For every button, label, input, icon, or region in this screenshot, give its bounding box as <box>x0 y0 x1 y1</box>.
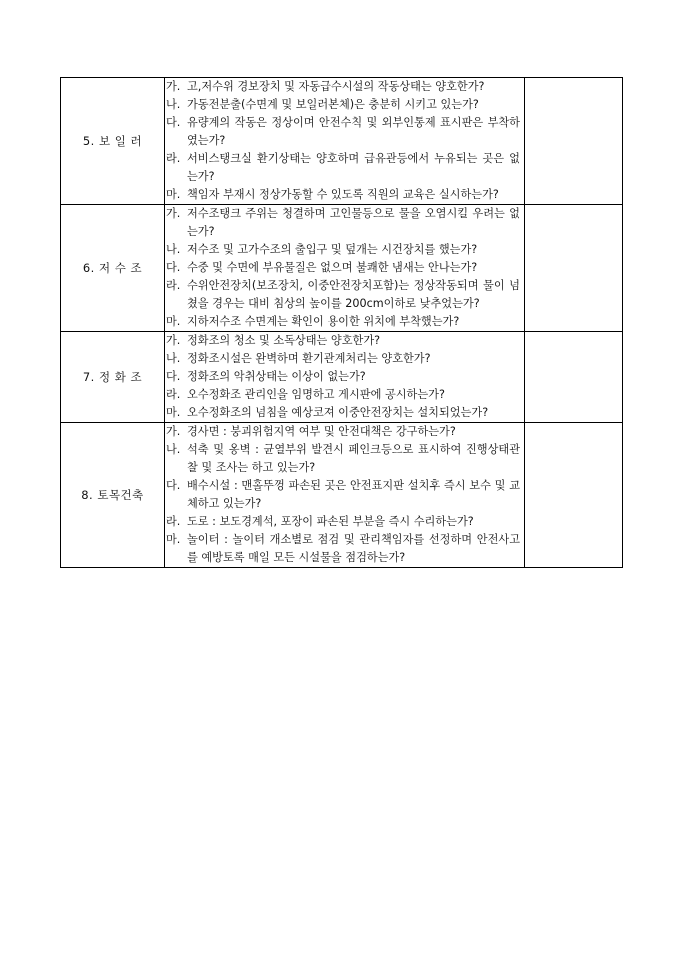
checklist-item <box>165 386 524 404</box>
item-marker: 마. <box>166 315 181 328</box>
item-marker: 다. <box>166 479 181 492</box>
item-text: 도로 : 보도경계석, 포장이 파손된 부분을 즉시 수리하는가? <box>187 515 474 528</box>
checklist-item <box>165 259 524 277</box>
checklist-item <box>165 186 524 204</box>
item-marker: 다. <box>166 261 181 274</box>
item-text: 지하저수조 수면계는 확인이 용이한 위치에 부착했는가? <box>187 315 460 328</box>
item-marker: 나. <box>166 243 181 256</box>
inspection-checklist-table <box>60 77 623 568</box>
item-marker: 나. <box>166 352 181 365</box>
item-text: 석축 및 옹벽 : 균열부위 발견시 페인크등으로 표시하여 진행상태관찰 및 조사는 하고 있는가? <box>187 443 520 474</box>
item-text: 정화조의 악취상태는 이상이 없는가? <box>187 370 366 383</box>
result-cell <box>525 205 623 332</box>
checklist-item <box>165 313 524 331</box>
checklist-item <box>165 78 524 96</box>
item-text: 고,저수위 경보장치 및 자동급수시설의 작동상태는 양호한가? <box>187 80 485 93</box>
item-marker: 나. <box>166 98 181 111</box>
item-text: 정화조시설은 완벽하며 환기관계처리는 양호한가? <box>187 352 431 365</box>
result-cell <box>525 78 623 205</box>
checklist-item <box>165 441 524 477</box>
checklist-item <box>165 241 524 259</box>
section-items <box>165 205 525 332</box>
item-marker: 나. <box>166 443 181 456</box>
checklist-item <box>165 150 524 186</box>
section-row <box>61 205 623 332</box>
section-category: 7. 정 화 조 <box>61 332 165 423</box>
item-text: 서비스탱크실 환기상태는 양호하며 급유관등에서 누유되는 곳은 없는가? <box>187 152 520 183</box>
item-text: 유량계의 작동은 정상이며 안전수칙 및 외부인통제 표시판은 부착하였는가? <box>187 116 520 147</box>
item-text: 배수시설 : 맨홀뚜껑 파손된 곳은 안전표지판 설치후 즉시 보수 및 교체하고 있는가? <box>187 479 520 510</box>
item-text: 수중 및 수면에 부유물질은 없으며 불쾌한 냄새는 안나는가? <box>187 261 478 274</box>
checklist-item <box>165 96 524 114</box>
checklist-item <box>165 531 524 567</box>
item-marker: 라. <box>166 279 181 292</box>
section-row <box>61 423 623 568</box>
item-marker: 라. <box>166 515 181 528</box>
item-text: 저수조 및 고가수조의 출입구 및 덮개는 시건장치를 했는가? <box>187 243 478 256</box>
result-cell <box>525 332 623 423</box>
checklist-item <box>165 423 524 441</box>
item-text: 수위안전장치(보조장치, 이중안전장치포함)는 정상작동되며 물이 넘쳤을 경우는 대비 침상의 높이를 200cm이하로 낮추었는가? <box>187 279 520 310</box>
item-marker: 라. <box>166 152 181 165</box>
section-category: 6. 저 수 조 <box>61 205 165 332</box>
item-text: 정화조의 청소 및 소독상태는 양호한가? <box>187 334 381 347</box>
result-cell <box>525 423 623 568</box>
checklist-item <box>165 114 524 150</box>
item-marker: 가. <box>166 207 181 220</box>
checklist-item <box>165 277 524 313</box>
checklist-item <box>165 368 524 386</box>
item-text: 오수정화조의 넘침을 예상코져 이중안전장치는 설치되었는가? <box>187 406 489 419</box>
item-marker: 마. <box>166 533 181 546</box>
checklist-item <box>165 332 524 350</box>
section-row <box>61 78 623 205</box>
checklist-item <box>165 477 524 513</box>
section-items <box>165 332 525 423</box>
checklist-item <box>165 205 524 241</box>
item-text: 놀이터 : 놀이터 개소별로 점검 및 관리책임자를 선정하며 안전사고를 예방토록 매일 모든 시설물을 점검하는가? <box>187 533 520 564</box>
checklist-item <box>165 350 524 368</box>
checklist-item <box>165 513 524 531</box>
item-text: 오수정화조 관리인을 임명하고 게시판에 공시하는가? <box>187 388 445 401</box>
item-marker: 가. <box>166 80 181 93</box>
section-items <box>165 78 525 205</box>
item-text: 경사면 : 붕괴위험지역 여부 및 안전대책은 강구하는가? <box>187 425 456 438</box>
item-text: 저수조탱크 주위는 청결하며 고인물등으로 물을 오염시킬 우려는 없는가? <box>187 207 520 238</box>
item-marker: 다. <box>166 370 181 383</box>
item-marker: 라. <box>166 388 181 401</box>
item-marker: 가. <box>166 425 181 438</box>
checklist-item <box>165 404 524 422</box>
section-category: 8. 토목건축 <box>61 423 165 568</box>
item-marker: 마. <box>166 188 181 201</box>
item-marker: 다. <box>166 116 181 129</box>
item-marker: 가. <box>166 334 181 347</box>
section-items <box>165 423 525 568</box>
section-category: 5. 보 일 러 <box>61 78 165 205</box>
item-text: 가동전분출(수면계 및 보일러본체)은 충분히 시키고 있는가? <box>187 98 479 111</box>
item-marker: 마. <box>166 406 181 419</box>
section-row <box>61 332 623 423</box>
item-text: 책임자 부재시 정상가동할 수 있도록 직원의 교육은 실시하는가? <box>187 188 499 201</box>
